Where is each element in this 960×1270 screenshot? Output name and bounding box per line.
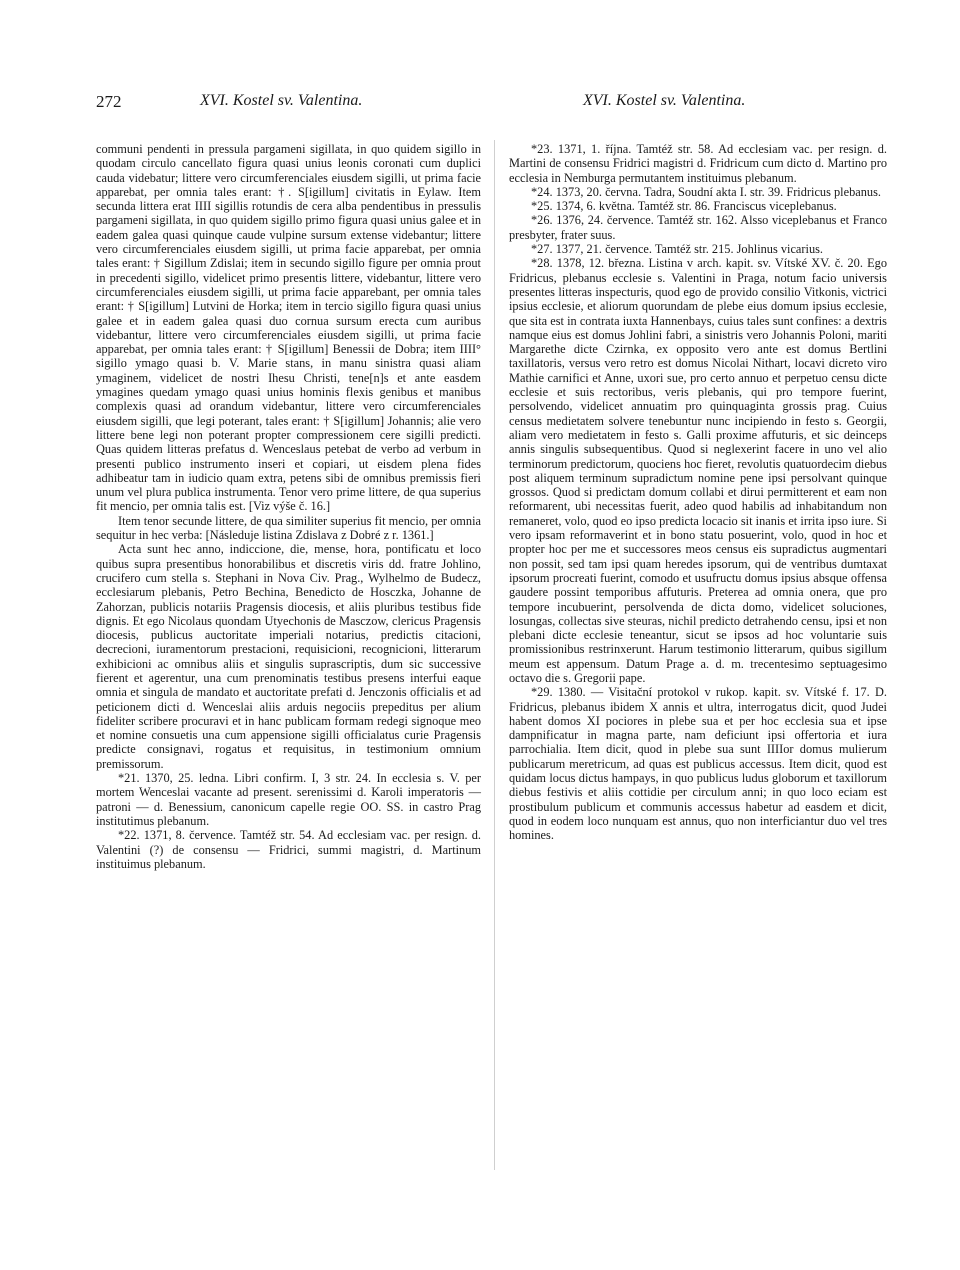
- paragraph: *27. 1377, 21. července. Tamtéž str. 215. Johlinus vicarius.: [531, 242, 824, 257]
- right-column: [509, 142, 887, 843]
- running-head-left: XVI. Kostel sv. Valentina.: [200, 92, 363, 109]
- paragraph: *29. 1380. — Visitační protokol v rukop. kapit. sv. Vítské f. 17. D. Fridricus, plebanus ibidem X annis et ultra, interrogatus dicit, quod Judei habent domos XI pociores in plebe sua et per hoc ecclesia sua et ipse dampnificatur in magna parte, nam deficiunt ipsi offertoria et iura parrochialia. Item dicit, quod in plebe sua sunt IIIIor domus mulierum publicarum meretricum, ad quas est publicus accessus. Item dicit, quod est quidam locus dictus hampays, in quo publicus ludus globorum et taxillorum diebus festivis et aliis cottidie per circulum anni; in quo loco eciam est prostibulum publicum et communis accessus habetur ad easdem et dicit, quod in eodem loco nunquam est annus, quo non interficiantur duo vel tres homines.: [509, 685, 887, 843]
- column-divider: [494, 140, 495, 1170]
- paragraph: Acta sunt hec anno, indiccione, die, mense, hora, pontificatu et loco quibus supra presentibus honorabilibus et discretis viris dd. fratre Johlino, crucifero cum stella s. Stephani in Nova Civ. Prag., Wylhelmo de Budecz, ecclesiarum plebanis, Petro Bechina, Benedicto de Hosczka, Johanne de Zahorzan, publicis notariis Pragensis diocesis, et aliis pluribus testibus fide dignis. Et ego Nicolaus quondam Utyechonis de Masczow, clericus Pragensis diocesis, publicus auctoritate imperiali notarius, predictis citacioni, decrecioni, iuramentorum prestacioni, requisicioni, recognicioni, litterarum exhibicioni ac omnibus aliis et singulis suprascriptis, dum sic successive fierent et agerentur, una cum prenominatis testibus presens interfui eaque omnia et singula de mandato et auctoritate prefati d. Jenczonis officialis et ad peticionem dicti d. Wenceslai aliis arduis negociis prepeditus per alium fideliter scribere procuravi et in hanc publicam formam redegi signoque meo et nomine consuetis una cum appensione sigilli officialatus curie Pragensis predicte consignavi, rogatus et requisitus, in testimonium omnium premissorum.: [96, 542, 481, 771]
- page-header: [96, 92, 882, 114]
- page-number: 272: [96, 92, 122, 111]
- paragraph: *25. 1374, 6. května. Tamtéž str. 86. Franciscus viceplebanus.: [531, 199, 837, 214]
- paragraph: *24. 1373, 20. června. Tadra, Soudní akta I. str. 39. Fridricus plebanus.: [531, 184, 881, 199]
- paragraph: communi pendenti in pressula pargameni sigillata, in quo quidem sigillo in quodam circulo cancellato figura quasi unius leonis coronati cum duplici cauda videbatur; littere vero circumferenciales eiusdem sigilli, ut prima facie apparebat, per omnia tales erant: †. S[igillum] civitatis in Eylaw. Item secunda littera erat IIII sigillis rotundis de cera alba pendentibus in pressulis pargameni sigillata, in quo quidem sigillo primo figura quasi unius galee et in eadem galea quasi quinque caude vulpine sursum extense videbantur; littere vero circumferenciales eiusdem sigilli, ut prima facie apparebat, per omnia tales erant: † Sigillum Zdislai; item in secundo sigillo figure per omnia prout in precedenti sigillo, videlicet primo presentis littere, videbantur, littere vero circumferenciales eiusdem sigilli, ut prima facie apparebant, per omnia tales erant: † S[igillum] Lutvini de Horka; item in tercio sigillo figura quasi unius galee et in eadem galea quasi duo cornua sursum erecta cum auribus videbantur, littere vero circumferenciales eiusdem sigilli, ut prima facie apparebat, per omnia tales erant: † S[igillum] Benessii de Dobra; item IIII° sigillo ymago quasi b. V. Marie stans, in manu sinistra quasi aliam ymaginem, videlicet de nostri Ihesu Christi, tene[n]s et ante easdem ymagines quedam ymago quasi unius hominis flexis genibus et manibus complexis quasi ad orandum videbantur, littere vero circumferenciales eiusdem sigilli, que legi poterant, tales erant: † S[igillum] Johannis; alie vero littere bene legi non poterant propter compressionem cere sigilli predicti. Quas quidem litteras prefatus d. Wenceslaus petebat de verbo ad verbum in presenti publico instrumento inseri et copiari, ut eisdem plena fides adhibeatur tam in iudicio quam extra, petens sibi de omnibus premissis fieri unum vel plura publica instrumenta. Tenor vero prime littere, de qua superius fit mencio, per omnia talis est. [Viz výše č. 16.]: [96, 142, 481, 514]
- paragraph: *23. 1371, 1. října. Tamtéž str. 58. Ad ecclesiam vac. per resign. d. Martini de consensu Fridrici magistri d. Fridricum cum dicto d. Martino pro ecclesia in Nemburga permutantem instituimus plebanum.: [509, 142, 887, 185]
- paragraph: Item tenor secunde littere, de qua similiter superius fit mencio, per omnia sequitur in hec verba: [Následuje listina Zdislava z Dobré z r. 1361.]: [96, 513, 481, 543]
- running-head-right: XVI. Kostel sv. Valentina.: [583, 92, 746, 109]
- left-column: [96, 142, 481, 871]
- paragraph: *26. 1376, 24. července. Tamtéž str. 162. Alsso viceplebanus et Franco presbyter, frater suus.: [509, 213, 887, 242]
- paragraph: *28. 1378, 12. března. Listina v arch. kapit. sv. Vítské XV. č. 20. Ego Fridricus, plebanus ecclesie s. Valentini in Praga, notum facio universis presentes litteras inspecturis, quod ego de provido consilio Vitkonis, victrici ipsius ecclesie, et aliorum quorundam de plebe eius domum ipsius ecclesie, que sita est in contrata iuxta Hannenbays, cuius tales sunt confines: a dextris namque eius est domus Johlini fabri, a sinistris vero Johannis Poloni, mariti Margarethe dicte Czirnka, ex opposito vero ante est domus Bertlini taxillatoris, versus vero retro est domus Nicolai Nithart, locavi dicreto viro Mathie carnifici et Anne, uxori sue, pro certo annuo et perpetuo censu dicte ecclesie et suis rectoribus, veris plebanis, qui pro tempore fuerint, persolvendo, videlicet annuatim pro quinquaginta grossis prag. Cuius census medietatem solvere tenebuntur nunc incipiendo in festo s. Georgii, aliam vero medietatem in festo s. Galli proxime affuturis, et sic deinceps annis singulis subsequentibus. Quod si neglexerint facere in uno vel alio terminorum predictorum, quociens hoc fieret, revolutis quatuordecim diebus post aliquem terminum supradictum nomine pene ipsi persolvant quinque grossos. Quod si predictam domum collabi et dirui permitterent et eam non reformarent, ubi necessitas fuerit, adeo quod habilis ad inhabitandum non remaneret, volo, quod eo ipso predicta locacio sit inanis et irrita ipso iure. Si vero ipsam reformaverint et in bono statu posuerint, volo, quod in hoc et propter hoc per me et successores meos census eis supradictus augmentari non possit, sed tam ipsi quam heredes ipsorum, qui de ventribus dumtaxat ipsorum procreati fuerint, comodo et usufructu domus ipsius absque offensa gaudere possint temporibus affuturis. Preterea ad omnia onera, que pro tempore incubuerint, persolvenda de dicta domo, videlicet soluciones, losungas, collectas sive steuras, nichil predicto detrahendo censu, ipsi et non plebani dicte ecclesie teneantur, sicut se ipsos ad hoc voluntarie suis promissionibus restrinxerunt. Harum testimonio litterarum, quibus sigillum meum est appensum. Datum Prage a. d. m. trecentesimo septuagesimo octavo die s. Gregorii pape.: [509, 256, 887, 685]
- paragraph: *21. 1370, 25. ledna. Libri confirm. I, 3 str. 24. In ecclesia s. V. per mortem Wenceslai vacante ad present. serenissimi d. Karoli imperatoris — patroni — d. Benessium, canonicum capelle regie OO. SS. in castro Prag institutimus plebanum.: [96, 771, 481, 828]
- paragraph: *22. 1371, 8. července. Tamtéž str. 54. Ad ecclesiam vac. per resign. d. Valentini (?) de consensu — Fridrici, summi magistri, d. Martinum instituimus plebanum.: [96, 828, 481, 871]
